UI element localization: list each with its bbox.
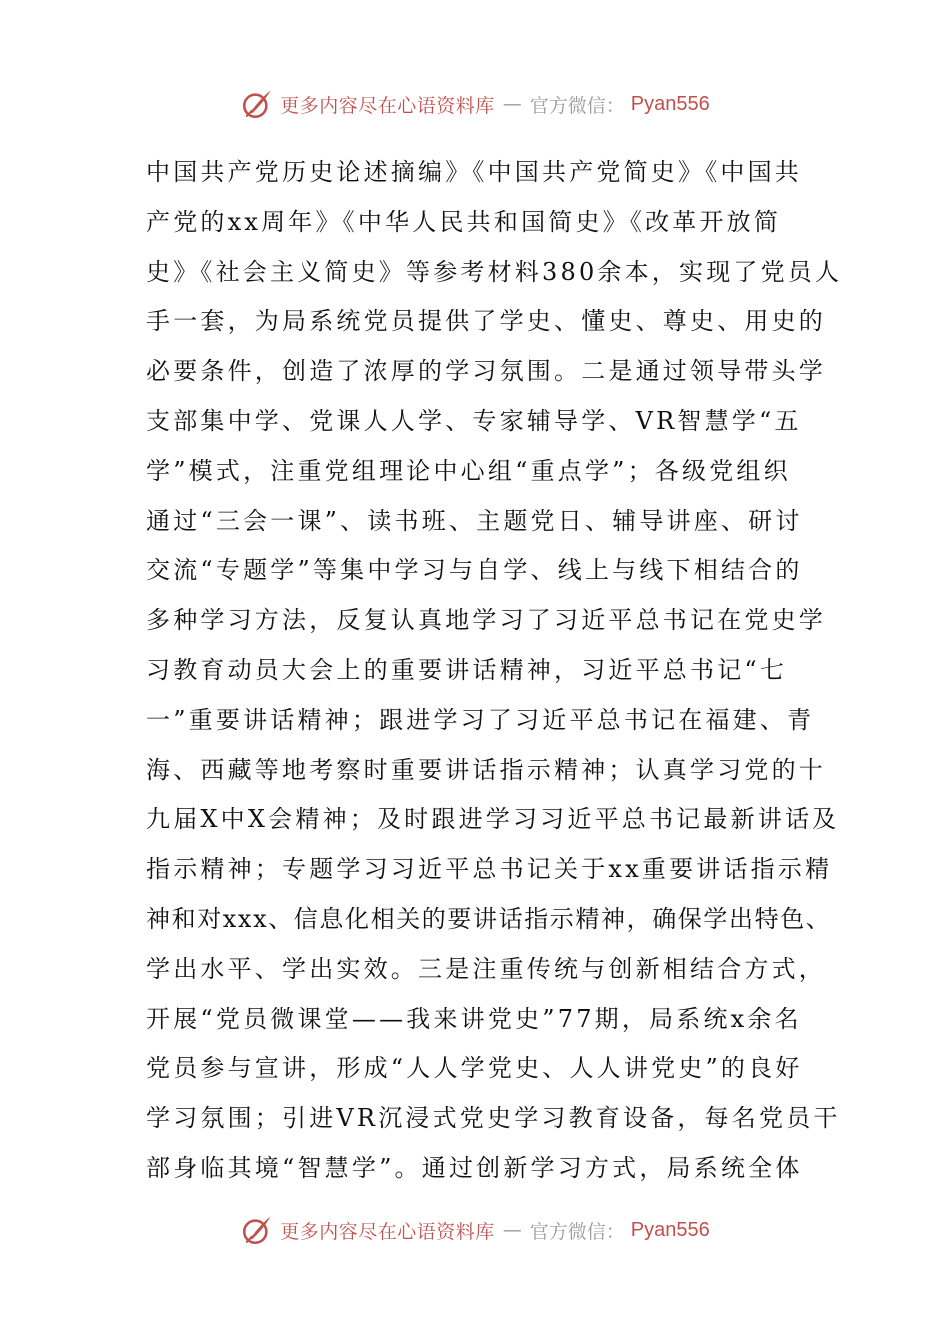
body-line: 必要条件，创造了浓厚的学习氛围。二是通过领导带头学	[146, 357, 826, 386]
body-line: 党员参与宣讲，形成“人人学党史、人人讲党史”的良好	[146, 1054, 803, 1083]
document-body	[146, 148, 843, 1194]
footer-separator: —	[502, 1219, 522, 1241]
footer-wechat-id: Pyan556	[630, 1218, 710, 1241]
quill-logo-icon	[240, 1213, 274, 1247]
body-line: 中国共产党历史论述摘编》《中国共产党简史》《中国共	[146, 158, 802, 186]
footer-brand-text: 更多内容尽在心语资料库	[280, 1220, 495, 1243]
footer-official-label: 官方微信：	[529, 1220, 625, 1243]
header-wechat-id: Pyan556	[630, 92, 710, 115]
body-line: 神和对xxx、信息化相关的要讲话指示精神，确保学出特色、	[146, 904, 832, 933]
body-line: 多种学习方法，反复认真地学习了习近平总书记在党史学	[146, 606, 826, 635]
body-line: 通过“三会一课”、读书班、主题党日、辅导讲座、研讨	[146, 506, 803, 535]
header-separator: —	[502, 93, 522, 115]
body-line: 学习氛围；引进VR沉浸式党史学习教育设备，每名党员干	[146, 1104, 841, 1133]
body-line: 习教育动员大会上的重要讲话精神，习近平总书记“七	[146, 655, 788, 684]
body-line: 指示精神；专题学习习近平总书记关于xx重要讲话指示精	[146, 855, 833, 884]
quill-logo-icon	[240, 87, 274, 121]
body-line: 交流“专题学”等集中学习与自学、线上与线下相结合的	[146, 556, 803, 585]
body-line: 产党的xx周年》《中华人民共和国简史》《改革开放简	[146, 207, 782, 236]
body-line: 学出水平、学出实效。三是注重传统与创新相结合方式，	[146, 954, 826, 983]
body-line: 海、西藏等地考察时重要讲话指示精神；认真学习党的十	[146, 755, 826, 784]
header-brand-text: 更多内容尽在心语资料库	[280, 94, 495, 117]
header-official-label: 官方微信：	[529, 94, 625, 117]
body-line: 手一套，为局系统党员提供了学史、懂史、尊史、用史的	[146, 307, 826, 336]
body-line: 史》《社会主义简史》等参考材料380余本，实现了党员人	[146, 257, 843, 286]
header-watermark-banner	[0, 82, 950, 126]
body-line: 九届X中X会精神；及时跟进学习习近平总书记最新讲话及	[146, 805, 840, 834]
body-line: 开展“党员微课堂——我来讲党史”77期，局系统x余名	[146, 1004, 802, 1033]
body-line: 部身临其境“智慧学”。通过创新学习方式，局系统全体	[146, 1153, 803, 1182]
body-line: 一”重要讲话精神；跟进学习了习近平总书记在福建、青	[146, 705, 815, 734]
body-line: 支部集中学、党课人人学、专家辅导学、VR智慧学“五	[146, 406, 802, 435]
footer-watermark-banner	[0, 1208, 950, 1252]
body-line: 学”模式，注重党组理论中心组“重点学”；各级党组织	[146, 456, 791, 485]
